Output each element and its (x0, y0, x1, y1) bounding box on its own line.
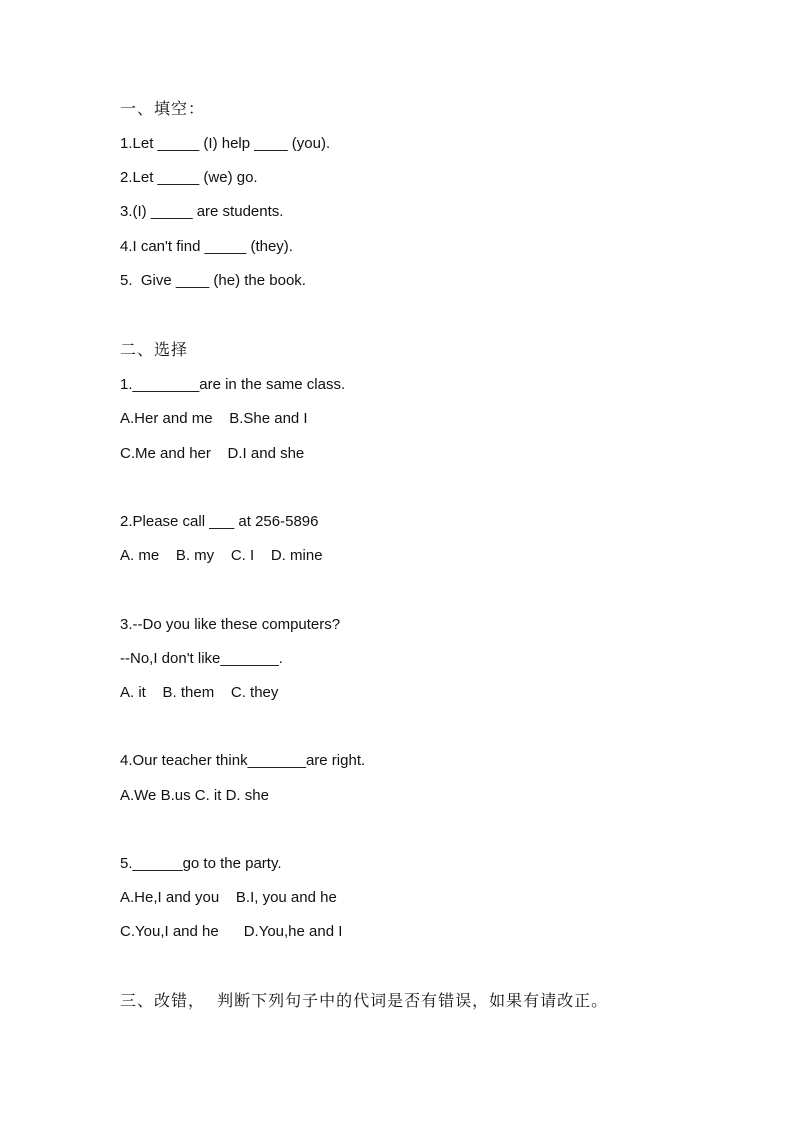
section-3-heading: 三、改错， 判断下列句子中的代词是否有错误，如果有请改正。 (120, 991, 609, 1010)
choice-q1-stem: 1.________are in the same class. (120, 376, 346, 393)
choice-q3-stem-2: --No,I don't like_______. (120, 650, 283, 667)
fill-item-5: 5. Give ____ (he) the book. (120, 272, 306, 289)
choice-q1-options-1: A.Her and me B.She and I (120, 410, 308, 427)
section-2-heading: 二、选择 (120, 340, 189, 359)
choice-q1-options-2: C.Me and her D.I and she (120, 445, 305, 462)
choice-q2-stem: 2.Please call ___ at 256-5896 (120, 513, 319, 530)
fill-item-4: 4.I can't find _____ (they). (120, 238, 293, 255)
choice-q5-stem: 5.______go to the party. (120, 855, 282, 872)
choice-q3-stem: 3.--Do you like these computers? (120, 616, 341, 633)
choice-q3-options: A. it B. them C. they (120, 684, 279, 701)
fill-item-3: 3.(I) _____ are students. (120, 203, 284, 220)
choice-q4-stem: 4.Our teacher think_______are right. (120, 752, 366, 769)
choice-q5-options-2: C.You,I and he D.You,he and I (120, 923, 343, 940)
section-1-heading: 一、填空： (120, 99, 206, 118)
fill-item-2: 2.Let _____ (we) go. (120, 169, 258, 186)
choice-q5-options-1: A.He,I and you B.I, you and he (120, 889, 337, 906)
choice-q4-options: A.We B.us C. it D. she (120, 787, 269, 804)
fill-item-1: 1.Let _____ (I) help ____ (you). (120, 135, 331, 152)
choice-q2-options: A. me B. my C. I D. mine (120, 547, 323, 564)
